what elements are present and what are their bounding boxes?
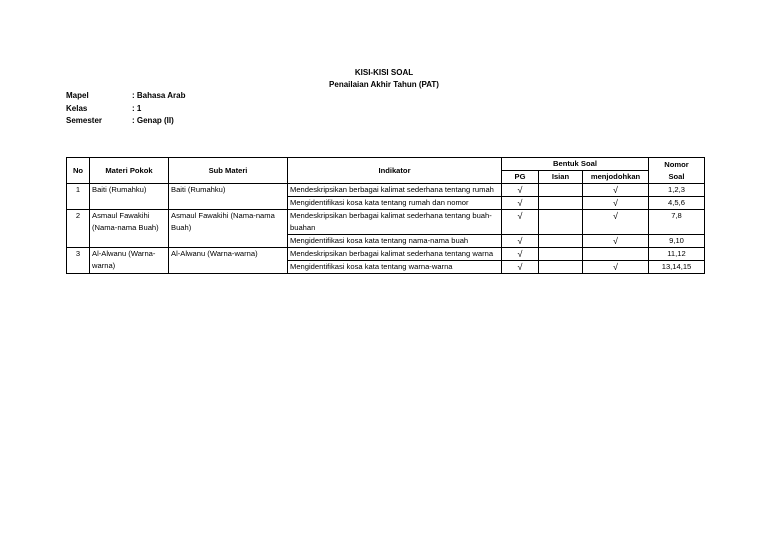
cell-no: 1 bbox=[67, 184, 90, 210]
cell-indikator: Mengidentifikasi kosa kata tentang nama-nama buah bbox=[288, 235, 502, 248]
table-header-row bbox=[67, 158, 705, 171]
check-mark-icon: √ bbox=[517, 262, 523, 272]
meta-value: : 1 bbox=[132, 103, 142, 113]
header-isian: Isian bbox=[539, 171, 583, 184]
check-mark-icon: √ bbox=[613, 211, 618, 221]
header-nomor-line2: Soal bbox=[668, 171, 685, 181]
document-subtitle: Penailaian Akhir Tahun (PAT) bbox=[329, 80, 439, 89]
cell-nomor-soal: 7,8 bbox=[649, 210, 705, 235]
table-row bbox=[67, 210, 705, 235]
cell-nomor-soal: 9,10 bbox=[649, 235, 705, 248]
header-bentuk-soal: Bentuk Soal bbox=[502, 158, 649, 171]
meta-value: : Bahasa Arab bbox=[132, 91, 186, 100]
header-sub-materi: Sub Materi bbox=[169, 158, 288, 184]
cell-isian bbox=[539, 248, 583, 261]
cell-indikator: Mengidentifikasi kosa kata tentang warna-warna bbox=[288, 261, 502, 274]
header-menjodohkan: menjodohkan bbox=[583, 171, 649, 184]
check-mark-icon: √ bbox=[613, 262, 618, 272]
cell-indikator: Mendeskripsikan berbagai kalimat sederhana tentang warna bbox=[288, 248, 502, 261]
cell-nomor-soal: 13,14,15 bbox=[649, 261, 705, 274]
check-mark-icon: √ bbox=[517, 236, 523, 246]
cell-pg bbox=[502, 248, 539, 261]
cell-menjodohkan bbox=[583, 235, 649, 248]
meta-row-kelas bbox=[66, 103, 186, 116]
cell-pg bbox=[502, 261, 539, 274]
cell-isian bbox=[539, 184, 583, 197]
header-no: No bbox=[67, 158, 90, 184]
document-title: KISI-KISI SOAL bbox=[354, 68, 414, 77]
cell-isian bbox=[539, 210, 583, 235]
cell-indikator: Mendeskripsikan berbagai kalimat sederhana tentang rumah bbox=[288, 184, 502, 197]
document-meta bbox=[66, 90, 186, 128]
cell-nomor-soal: 4,5,6 bbox=[649, 197, 705, 210]
cell-indikator: Mendeskripsikan berbagai kalimat sederhana tentang buah-buahan bbox=[288, 210, 502, 235]
cell-menjodohkan bbox=[583, 210, 649, 235]
meta-row-mapel bbox=[66, 90, 186, 103]
meta-row-semester bbox=[66, 115, 186, 128]
cell-materi-pokok: Baiti (Rumahku) bbox=[90, 184, 169, 210]
check-mark-icon: √ bbox=[517, 185, 523, 195]
cell-indikator: Mengidentifikasi kosa kata tentang rumah dan nomor bbox=[288, 197, 502, 210]
cell-menjodohkan bbox=[583, 184, 649, 197]
cell-sub-materi: Baiti (Rumahku) bbox=[169, 184, 288, 210]
header-nomor-soal bbox=[649, 158, 705, 184]
cell-materi-pokok: Al-Alwanu (Warna-warna) bbox=[90, 248, 169, 274]
cell-sub-materi: Asmaul Fawakihi (Nama-nama Buah) bbox=[169, 210, 288, 248]
kisi-table bbox=[66, 157, 705, 274]
meta-label: Kelas bbox=[66, 103, 88, 113]
cell-pg bbox=[502, 235, 539, 248]
header-indikator: Indikator bbox=[288, 158, 502, 184]
check-mark-icon: √ bbox=[613, 198, 618, 208]
cell-nomor-soal: 11,12 bbox=[649, 248, 705, 261]
cell-isian bbox=[539, 235, 583, 248]
cell-materi-pokok: Asmaul Fawakihi (Nama-nama Buah) bbox=[90, 210, 169, 248]
check-mark-icon: √ bbox=[517, 249, 523, 259]
cell-isian bbox=[539, 197, 583, 210]
cell-sub-materi: Al-Alwanu (Warna-warna) bbox=[169, 248, 288, 274]
header-nomor-line1: Nomor bbox=[664, 159, 689, 169]
check-mark-icon: √ bbox=[517, 211, 523, 221]
cell-no: 3 bbox=[67, 248, 90, 274]
meta-label: Mapel bbox=[66, 91, 89, 100]
cell-menjodohkan bbox=[583, 261, 649, 274]
cell-nomor-soal: 1,2,3 bbox=[649, 184, 705, 197]
cell-menjodohkan bbox=[583, 197, 649, 210]
check-mark-icon: √ bbox=[613, 185, 618, 195]
header-pg: PG bbox=[502, 171, 539, 184]
check-mark-icon: √ bbox=[517, 198, 523, 208]
cell-no: 2 bbox=[67, 210, 90, 248]
check-mark-icon: √ bbox=[613, 236, 618, 246]
cell-pg bbox=[502, 197, 539, 210]
meta-label: Semester bbox=[66, 116, 103, 125]
header-materi-pokok: Materi Pokok bbox=[90, 158, 169, 184]
meta-value: : Genap (II) bbox=[132, 116, 174, 125]
table-row bbox=[67, 184, 705, 197]
cell-isian bbox=[539, 261, 583, 274]
cell-menjodohkan bbox=[583, 248, 649, 261]
table-row bbox=[67, 248, 705, 261]
cell-pg bbox=[502, 210, 539, 235]
cell-pg bbox=[502, 184, 539, 197]
